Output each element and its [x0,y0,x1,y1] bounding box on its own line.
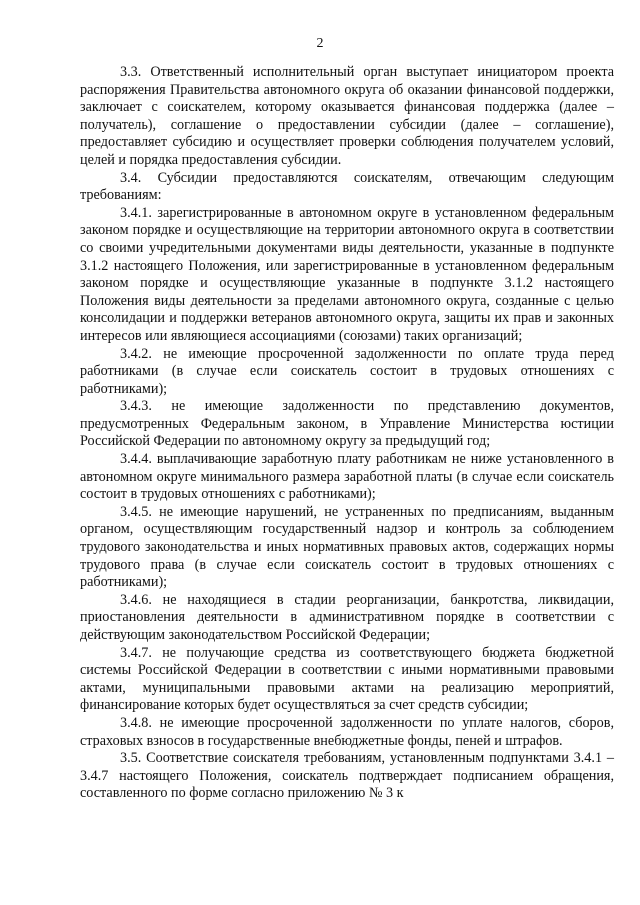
paragraph-3-4-5: 3.4.5. не имеющие нарушений, не устраненных по предписаниям, выданным органом, осуществляющим государственный надзор и контроль за соблюдением трудового законодательства и иных нормативных правовых актов, содержащих нормы трудового права (в случае если соискатель состоит в трудовых отношениях с работниками); [80,503,614,591]
paragraph-3-3: 3.3. Ответственный исполнительный орган выступает инициатором проекта распоряжения Правительства автономного округа об оказании финансовой поддержки, заключает с соискателем, которому оказывается финансовая поддержка (далее – получатель), соглашение о предоставлении субсидии (далее – соглашение), предоставляет субсидию и осуществляет проверки соблюдения получателем условий, целей и порядка предоставления субсидии. [80,64,614,168]
paragraph-3-4-7: 3.4.7. не получающие средства из соответствующего бюджета бюджетной системы Российской Федерации в соответствии с иными нормативными правовыми актами, муниципальными правовыми актами на реализацию мероприятий, финансирование которых будет осуществляться за счет средств субсидии; [80,644,614,714]
paragraph-3-4-1: 3.4.1. зарегистрированные в автономном округе в установленном федеральным законом порядке и осуществляющие на территории автономного округа в соответствии со своими учредительными документами виды деятельности, указанные в подпункте 3.1.2 настоящего Положения, или зарегистрированные в установленном федеральным законом порядке и осуществляющие указанные в подпункте 3.1.2 настоящего Положения виды деятельности за пределами автономного округа, созданные с целью консолидации и поддержки ветеранов автономного округа, защиты их прав и законных интересов или являющиеся ассоциациями (союзами) таких организаций; [80,204,614,344]
paragraph-3-5: 3.5. Соответствие соискателя требованиям, установленным подпунктами 3.4.1 – 3.4.7 настоящего Положения, соискатель подтверждает подписанием обращения, составленного по форме согласно приложению № 3 к [80,750,614,802]
paragraph-3-4-2: 3.4.2. не имеющие просроченной задолженности по оплате труда перед работниками (в случае если соискатель состоит в трудовых отношениях с работниками); [80,345,614,397]
document-body [80,64,614,803]
paragraph-3-4: 3.4. Субсидии предоставляются соискателям, отвечающим следующим требованиям: [80,169,614,204]
paragraph-3-4-4: 3.4.4. выплачивающие заработную плату работникам не ниже установленного в автономном округе минимального размера заработной платы (в случае если соискатель состоит в трудовых отношениях с работниками); [80,451,614,503]
paragraph-3-4-8: 3.4.8. не имеющие просроченной задолженности по уплате налогов, сборов, страховых взносов в государственные внебюджетные фонды, пеней и штрафов. [80,714,614,749]
paragraph-3-4-3: 3.4.3. не имеющие задолженности по представлению документов, предусмотренных Федеральным законом, в Управление Министерства юстиции Российской Федерации по автономному округу за предыдущий год; [80,398,614,450]
paragraph-3-4-6: 3.4.6. не находящиеся в стадии реорганизации, банкротства, ликвидации, приостановления деятельности в административном порядке в соответствии с действующим законодательством Российской Федерации; [80,591,614,643]
page-number: 2 [316,36,324,51]
